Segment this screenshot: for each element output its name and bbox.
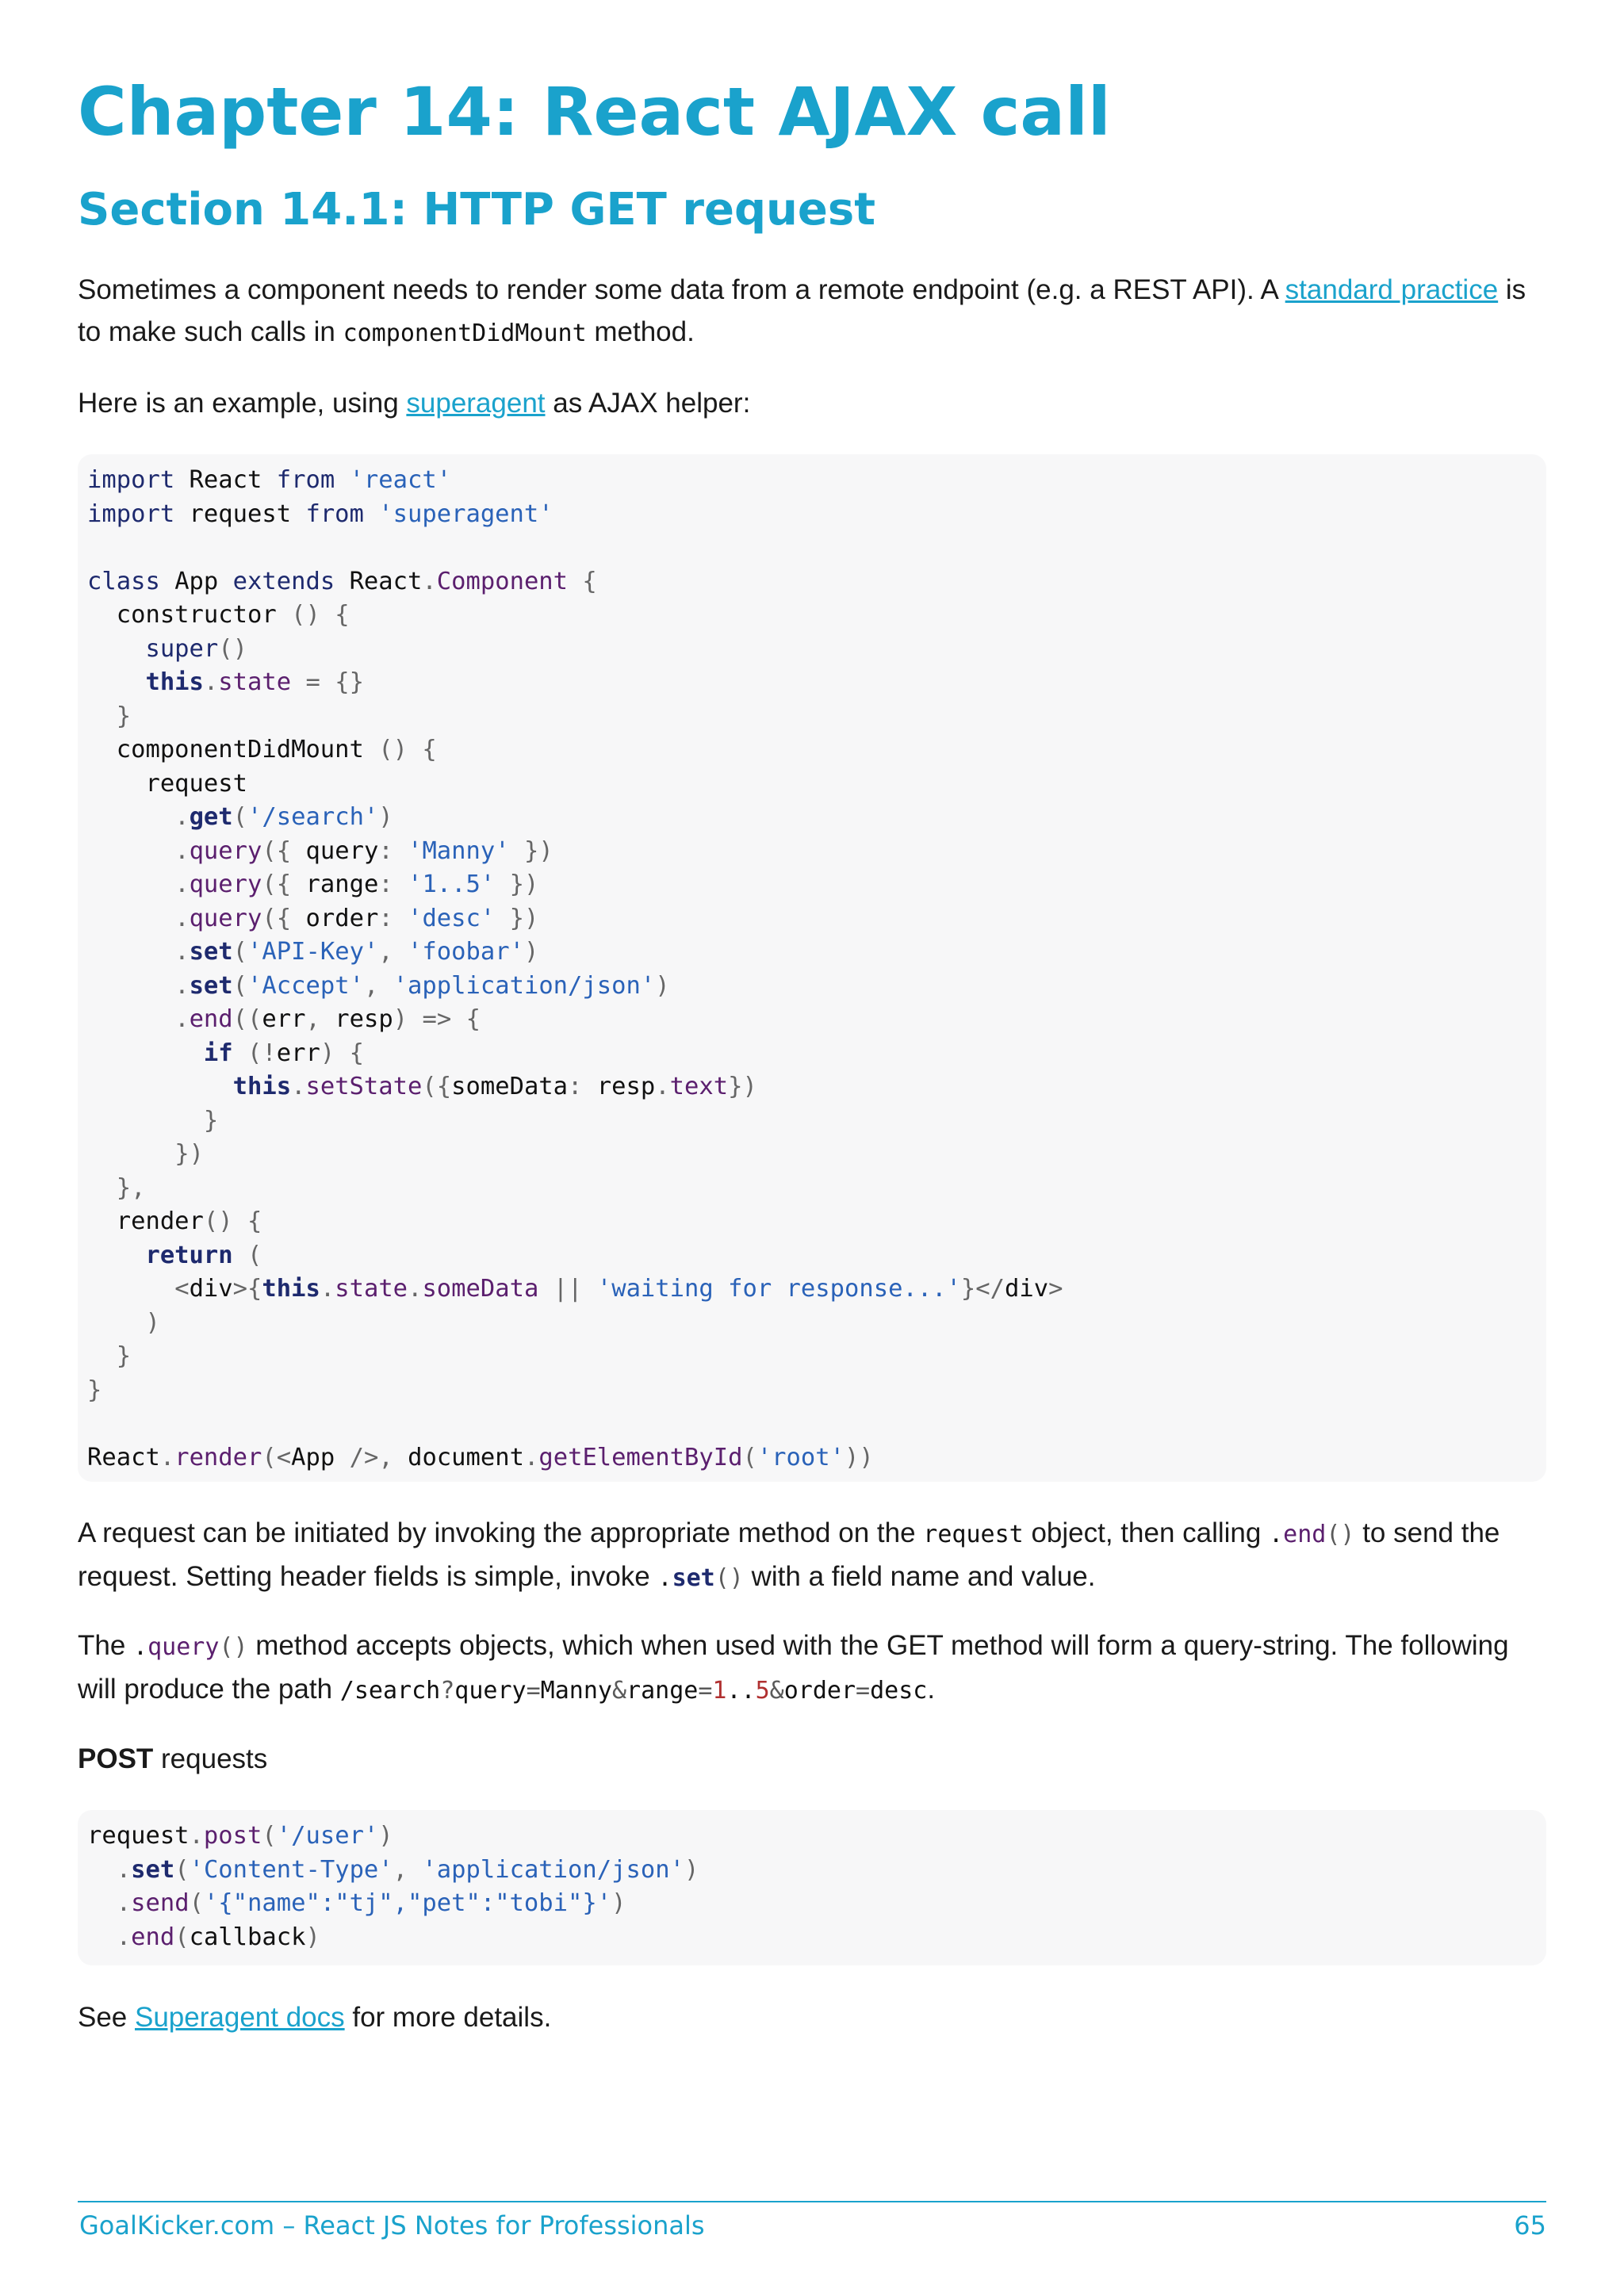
end-fn: end	[1283, 1521, 1327, 1548]
footer-divider	[78, 2201, 1546, 2202]
code-line: return (	[145, 1241, 262, 1269]
query-text-1: The	[78, 1630, 134, 1661]
query-paren: ()	[219, 1633, 248, 1661]
path-part: query	[454, 1677, 527, 1705]
code-line: .query({ order: 'desc' })	[174, 904, 539, 932]
request-text-2: object, then calling	[1023, 1517, 1270, 1548]
code-line: super()	[145, 634, 248, 663]
path-part: desc	[870, 1677, 928, 1705]
code-line: constructor () {	[87, 601, 350, 629]
code-line: }	[203, 1106, 219, 1135]
post-rest: requests	[153, 1743, 268, 1774]
path-part: 5	[755, 1677, 770, 1705]
code-line: import request from 'superagent'	[87, 499, 553, 528]
code-line: }	[116, 702, 132, 730]
intro-text-3: method.	[586, 316, 695, 347]
code-line: .set('Content-Type', 'application/json')	[116, 1855, 699, 1884]
end-call-code	[1269, 1521, 1354, 1548]
query-dot: .	[133, 1633, 148, 1661]
query-fn: query	[147, 1633, 220, 1661]
section-title: Section 14.1: HTTP GET request	[78, 184, 876, 235]
query-text-2: method accepts objects, which when used with the GET method will form a query-string. The following will produce the path	[78, 1630, 1509, 1705]
see-text-1: See	[78, 2002, 135, 2033]
path-part: =	[856, 1677, 871, 1705]
request-text-4: with a field name and value.	[743, 1561, 1096, 1592]
end-paren: ()	[1326, 1521, 1355, 1548]
path-part: order	[783, 1677, 856, 1705]
code-line: }	[116, 1342, 132, 1370]
code-line: .set('Accept', 'application/json')	[174, 971, 670, 1000]
superagent-docs-link[interactable]: Superagent docs	[135, 2002, 345, 2033]
intro-text-2: is to make such calls in	[78, 274, 1526, 347]
post-heading	[78, 1738, 1546, 1780]
request-paragraph	[78, 1512, 1546, 1599]
intro-paragraph	[78, 269, 1546, 354]
path-part: ?	[440, 1677, 455, 1705]
superagent-link[interactable]: superagent	[406, 388, 546, 419]
chapter-title: Chapter 14: React AJAX call	[78, 73, 1111, 151]
set-paren: ()	[714, 1564, 744, 1592]
intro-code: componentDidMount	[343, 320, 587, 347]
standard-practice-link[interactable]: standard practice	[1285, 274, 1499, 305]
example-intro-paragraph	[78, 382, 1546, 424]
code-post-pre	[87, 1820, 1537, 1954]
post-bold: POST	[78, 1743, 154, 1774]
code-line: this.setState({someData: resp.text})	[232, 1073, 757, 1100]
path-part: ..	[726, 1677, 756, 1705]
code-line: .query({ query: 'Manny' })	[174, 836, 553, 865]
path-part: Manny	[540, 1677, 612, 1705]
code-line: .query({ range: '1..5' })	[174, 871, 539, 898]
page-number: 65	[1514, 2210, 1546, 2241]
code-line: .end(callback)	[116, 1923, 320, 1951]
intro-text-1: Sometimes a component needs to render some data from a remote endpoint (e.g. a REST API). A	[78, 274, 1285, 305]
code-line: request	[87, 769, 247, 798]
path-part: &	[769, 1677, 784, 1705]
set-call-code	[658, 1564, 744, 1592]
code-line: )	[145, 1308, 160, 1337]
see-text-2: for more details.	[344, 2002, 552, 2033]
code-line: if (!err) {	[203, 1039, 364, 1067]
path-part: =	[526, 1677, 541, 1705]
query-text-3: .	[927, 1674, 936, 1705]
path-part: 1	[712, 1677, 727, 1705]
code-line: <div>{this.state.someData || 'waiting for response...'}</div>	[174, 1275, 1063, 1303]
query-path-code	[340, 1677, 928, 1705]
code-line: render() {	[87, 1207, 262, 1235]
set-dot: .	[657, 1564, 672, 1592]
path-part: /search	[339, 1677, 441, 1705]
footer-site-title: GoalKicker.com – React JS Notes for Professionals	[79, 2210, 705, 2241]
code-get-pre	[87, 464, 1537, 1475]
example-text-1: Here is an example, using	[78, 388, 407, 419]
query-paragraph	[78, 1624, 1546, 1712]
code-line: request.post('/user')	[87, 1822, 393, 1850]
path-part: &	[611, 1677, 627, 1705]
example-text-2: as AJAX helper:	[545, 388, 751, 419]
code-line: }	[87, 1376, 102, 1404]
code-line: .end((err, resp) => {	[174, 1005, 481, 1033]
code-line: .set('API-Key', 'foobar')	[174, 938, 539, 966]
code-line: React.render(<App />, document.getElementById('root'))	[87, 1443, 874, 1471]
code-block-get	[78, 454, 1546, 1482]
code-line: },	[116, 1173, 146, 1202]
code-line: .send('{"name":"tj","pet":"tobi"}')	[116, 1889, 626, 1917]
request-text-3: to send the request. Setting header fields is simple, invoke	[78, 1517, 1500, 1592]
path-part: =	[698, 1677, 713, 1705]
see-more-paragraph	[78, 1996, 1546, 2038]
end-dot: .	[1269, 1521, 1284, 1548]
request-code: request	[923, 1521, 1024, 1548]
query-call-code	[133, 1633, 248, 1661]
code-line: componentDidMount () {	[87, 736, 437, 763]
code-line: this.state = {}	[145, 668, 364, 696]
path-part: range	[626, 1677, 699, 1705]
code-line: })	[174, 1140, 204, 1168]
request-text-1: A request can be initiated by invoking the appropriate method on the	[78, 1517, 924, 1548]
code-line: .get('/search')	[174, 803, 393, 831]
code-line: import React from 'react'	[87, 466, 452, 494]
code-block-post	[78, 1810, 1546, 1965]
code-line: class App extends React.Component {	[87, 567, 597, 595]
page	[78, 0, 1546, 2296]
set-fn: set	[672, 1564, 715, 1592]
